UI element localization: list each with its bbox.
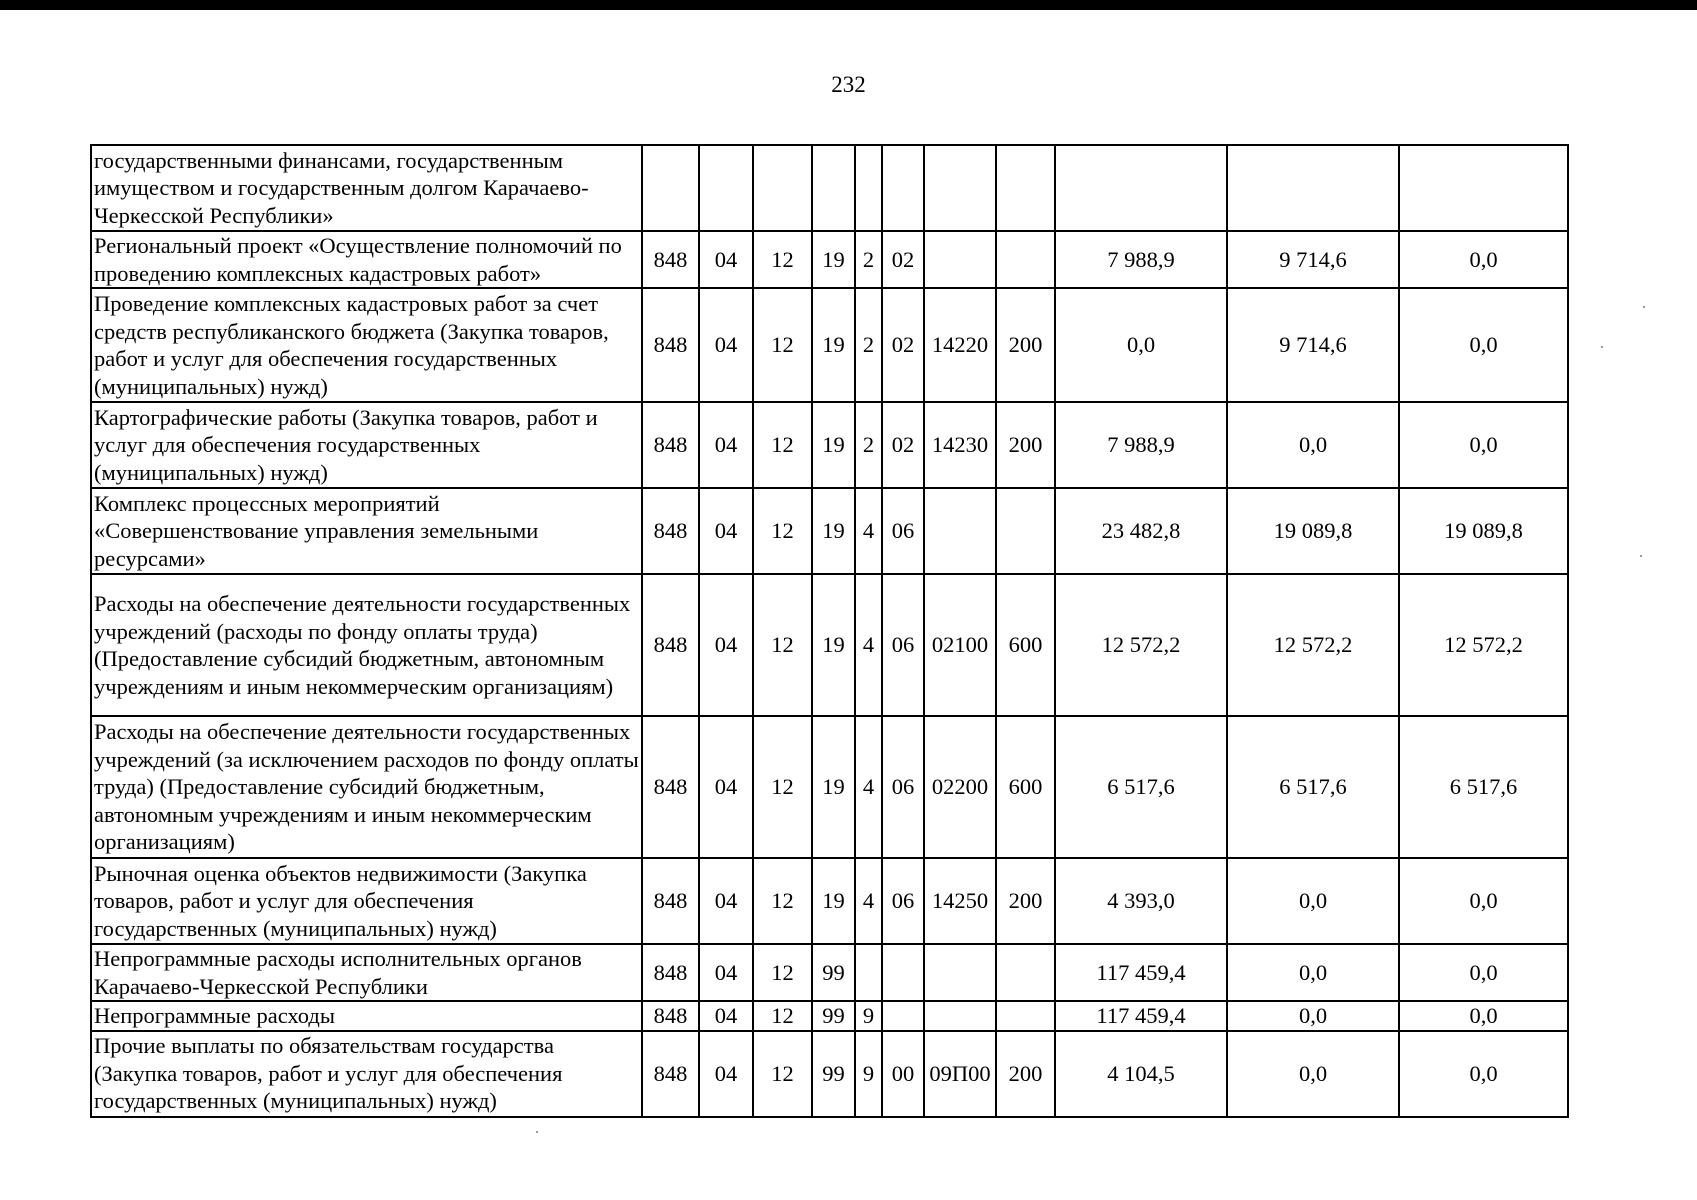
chapter-code-cell: 848 xyxy=(642,1031,699,1117)
chapter-code-cell: 848 xyxy=(642,1001,699,1031)
expense-type-code-cell xyxy=(996,1001,1055,1031)
program-code-cell: 19 xyxy=(812,288,855,402)
direction-code-cell xyxy=(924,488,996,574)
subprogram-code-cell xyxy=(855,944,882,1001)
subsection-code-cell: 12 xyxy=(753,231,812,288)
table-row xyxy=(91,1001,1568,1031)
chapter-code-cell: 848 xyxy=(642,402,699,488)
section-code-cell: 04 xyxy=(699,488,753,574)
section-code-cell: 04 xyxy=(699,288,753,402)
amount-year-2-cell xyxy=(1227,145,1399,231)
amount-year-2-cell: 0,0 xyxy=(1227,858,1399,944)
amount-year-1-cell: 7 988,9 xyxy=(1055,231,1227,288)
program-code-cell: 99 xyxy=(812,1001,855,1031)
event-code-cell xyxy=(882,1001,924,1031)
subprogram-code-cell: 4 xyxy=(855,716,882,858)
chapter-code-cell: 848 xyxy=(642,231,699,288)
event-code-cell: 00 xyxy=(882,1031,924,1117)
subsection-code-cell: 12 xyxy=(753,944,812,1001)
amount-year-3-cell: 0,0 xyxy=(1399,1001,1568,1031)
scan-top-border xyxy=(0,0,1697,10)
direction-code-cell: 14250 xyxy=(924,858,996,944)
amount-year-1-cell: 4 393,0 xyxy=(1055,858,1227,944)
subsection-code-cell: 12 xyxy=(753,858,812,944)
amount-year-1-cell: 117 459,4 xyxy=(1055,944,1227,1001)
subsection-code-cell: 12 xyxy=(753,574,812,716)
amount-year-1-cell: 117 459,4 xyxy=(1055,1001,1227,1031)
event-code-cell: 02 xyxy=(882,231,924,288)
amount-year-2-cell: 19 089,8 xyxy=(1227,488,1399,574)
subsection-code-cell: 12 xyxy=(753,1001,812,1031)
section-code-cell: 04 xyxy=(699,1031,753,1117)
section-code-cell: 04 xyxy=(699,858,753,944)
amount-year-1-cell: 6 517,6 xyxy=(1055,716,1227,858)
row-description: Непрограммные расходы xyxy=(91,1001,642,1031)
row-description: государственными финансами, государственным имуществом и государственным долгом Карачаево-Черкесской Республики» xyxy=(91,145,642,231)
table-row xyxy=(91,716,1568,858)
subsection-code-cell: 12 xyxy=(753,1031,812,1117)
chapter-code-cell: 848 xyxy=(642,944,699,1001)
row-description: Непрограммные расходы исполнительных органов Карачаево-Черкесской Республики xyxy=(91,944,642,1001)
expense-type-code-cell: 200 xyxy=(996,1031,1055,1117)
program-code-cell: 19 xyxy=(812,231,855,288)
table-row xyxy=(91,858,1568,944)
amount-year-3-cell: 0,0 xyxy=(1399,1031,1568,1117)
expense-type-code-cell xyxy=(996,231,1055,288)
amount-year-2-cell: 12 572,2 xyxy=(1227,574,1399,716)
table-row xyxy=(91,145,1568,231)
amount-year-1-cell: 23 482,8 xyxy=(1055,488,1227,574)
row-description: Рыночная оценка объектов недвижимости (Закупка товаров, работ и услуг для обеспечения государственных (муниципальных) нужд) xyxy=(91,858,642,944)
subsection-code-cell xyxy=(753,145,812,231)
program-code-cell: 99 xyxy=(812,944,855,1001)
direction-code-cell xyxy=(924,231,996,288)
section-code-cell: 04 xyxy=(699,402,753,488)
amount-year-2-cell: 6 517,6 xyxy=(1227,716,1399,858)
subprogram-code-cell xyxy=(855,145,882,231)
direction-code-cell: 02100 xyxy=(924,574,996,716)
amount-year-2-cell: 9 714,6 xyxy=(1227,231,1399,288)
direction-code-cell: 02200 xyxy=(924,716,996,858)
amount-year-3-cell xyxy=(1399,145,1568,231)
row-description: Картографические работы (Закупка товаров, работ и услуг для обеспечения государственных (муниципальных) нужд) xyxy=(91,402,642,488)
subprogram-code-cell: 9 xyxy=(855,1031,882,1117)
table-row xyxy=(91,288,1568,402)
expense-type-code-cell: 200 xyxy=(996,402,1055,488)
program-code-cell xyxy=(812,145,855,231)
expense-type-code-cell: 600 xyxy=(996,574,1055,716)
subprogram-code-cell: 2 xyxy=(855,402,882,488)
row-description: Прочие выплаты по обязательствам государства (Закупка товаров, работ и услуг для обеспечения государственных (муниципальных) нужд) xyxy=(91,1031,642,1117)
amount-year-2-cell: 0,0 xyxy=(1227,1001,1399,1031)
program-code-cell: 19 xyxy=(812,488,855,574)
section-code-cell: 04 xyxy=(699,716,753,858)
amount-year-1-cell: 12 572,2 xyxy=(1055,574,1227,716)
program-code-cell: 19 xyxy=(812,574,855,716)
table-row xyxy=(91,488,1568,574)
subprogram-code-cell: 9 xyxy=(855,1001,882,1031)
subprogram-code-cell: 4 xyxy=(855,574,882,716)
section-code-cell: 04 xyxy=(699,574,753,716)
row-description: Проведение комплексных кадастровых работ за счет средств республиканского бюджета (Закупка товаров, работ и услуг для обеспечения государственных (муниципальных) нужд) xyxy=(91,288,642,402)
budget-table xyxy=(90,144,1569,1118)
chapter-code-cell: 848 xyxy=(642,574,699,716)
amount-year-2-cell: 0,0 xyxy=(1227,402,1399,488)
amount-year-2-cell: 0,0 xyxy=(1227,1031,1399,1117)
section-code-cell: 04 xyxy=(699,1001,753,1031)
section-code-cell xyxy=(699,145,753,231)
program-code-cell: 19 xyxy=(812,402,855,488)
direction-code-cell xyxy=(924,145,996,231)
program-code-cell: 99 xyxy=(812,1031,855,1117)
row-description: Комплекс процессных мероприятий «Совершенствование управления земельными ресурсами» xyxy=(91,488,642,574)
scan-speck xyxy=(1643,306,1645,308)
amount-year-3-cell: 0,0 xyxy=(1399,402,1568,488)
scan-speck xyxy=(1601,346,1603,348)
amount-year-1-cell: 7 988,9 xyxy=(1055,402,1227,488)
table-body xyxy=(91,145,1568,1117)
page-number: 232 xyxy=(831,72,866,97)
subprogram-code-cell: 2 xyxy=(855,231,882,288)
subprogram-code-cell: 2 xyxy=(855,288,882,402)
expense-type-code-cell xyxy=(996,488,1055,574)
subprogram-code-cell: 4 xyxy=(855,488,882,574)
amount-year-2-cell: 0,0 xyxy=(1227,944,1399,1001)
event-code-cell: 06 xyxy=(882,574,924,716)
amount-year-1-cell: 0,0 xyxy=(1055,288,1227,402)
expense-type-code-cell: 200 xyxy=(996,858,1055,944)
event-code-cell xyxy=(882,944,924,1001)
table-row xyxy=(91,574,1568,716)
scan-speck xyxy=(1640,555,1642,557)
table-row xyxy=(91,944,1568,1001)
direction-code-cell: 14230 xyxy=(924,402,996,488)
amount-year-3-cell: 0,0 xyxy=(1399,858,1568,944)
row-description: Региональный проект «Осуществление полномочий по проведению комплексных кадастровых работ» xyxy=(91,231,642,288)
section-code-cell: 04 xyxy=(699,944,753,1001)
program-code-cell: 19 xyxy=(812,716,855,858)
event-code-cell: 02 xyxy=(882,402,924,488)
scan-speck xyxy=(536,1131,538,1133)
chapter-code-cell: 848 xyxy=(642,716,699,858)
event-code-cell xyxy=(882,145,924,231)
subsection-code-cell: 12 xyxy=(753,288,812,402)
event-code-cell: 06 xyxy=(882,716,924,858)
expense-type-code-cell: 600 xyxy=(996,716,1055,858)
amount-year-3-cell: 0,0 xyxy=(1399,288,1568,402)
event-code-cell: 06 xyxy=(882,488,924,574)
expense-type-code-cell xyxy=(996,145,1055,231)
expense-type-code-cell xyxy=(996,944,1055,1001)
table-row xyxy=(91,402,1568,488)
program-code-cell: 19 xyxy=(812,858,855,944)
amount-year-1-cell xyxy=(1055,145,1227,231)
subsection-code-cell: 12 xyxy=(753,402,812,488)
expense-type-code-cell: 200 xyxy=(996,288,1055,402)
table-row xyxy=(91,231,1568,288)
direction-code-cell: 14220 xyxy=(924,288,996,402)
chapter-code-cell: 848 xyxy=(642,858,699,944)
amount-year-3-cell: 19 089,8 xyxy=(1399,488,1568,574)
amount-year-1-cell: 4 104,5 xyxy=(1055,1031,1227,1117)
table-row xyxy=(91,1031,1568,1117)
chapter-code-cell: 848 xyxy=(642,488,699,574)
amount-year-3-cell: 0,0 xyxy=(1399,231,1568,288)
event-code-cell: 02 xyxy=(882,288,924,402)
chapter-code-cell: 848 xyxy=(642,288,699,402)
direction-code-cell: 09П00 xyxy=(924,1031,996,1117)
event-code-cell: 06 xyxy=(882,858,924,944)
direction-code-cell xyxy=(924,1001,996,1031)
subprogram-code-cell: 4 xyxy=(855,858,882,944)
row-description: Расходы на обеспечение деятельности государственных учреждений (расходы по фонду оплаты труда) (Предоставление субсидий бюджетным, автономным учреждениям и иным некоммерческим организациям) xyxy=(91,574,642,716)
section-code-cell: 04 xyxy=(699,231,753,288)
chapter-code-cell xyxy=(642,145,699,231)
direction-code-cell xyxy=(924,944,996,1001)
subsection-code-cell: 12 xyxy=(753,716,812,858)
amount-year-2-cell: 9 714,6 xyxy=(1227,288,1399,402)
amount-year-3-cell: 0,0 xyxy=(1399,944,1568,1001)
amount-year-3-cell: 12 572,2 xyxy=(1399,574,1568,716)
amount-year-3-cell: 6 517,6 xyxy=(1399,716,1568,858)
subsection-code-cell: 12 xyxy=(753,488,812,574)
row-description: Расходы на обеспечение деятельности государственных учреждений (за исключением расходов по фонду оплаты труда) (Предоставление субсидий бюджетным, автономным учреждениям и иным некоммерческим организациям) xyxy=(91,716,642,858)
